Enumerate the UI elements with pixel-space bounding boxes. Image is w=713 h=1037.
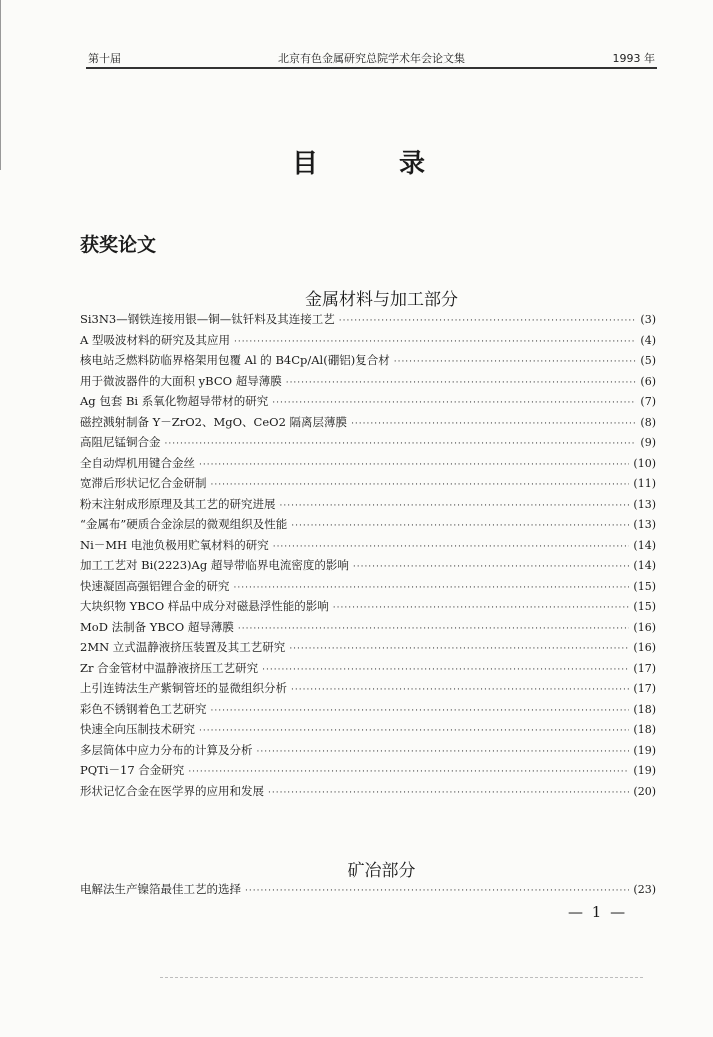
toc-list-mining (80, 881, 656, 902)
toc-entry[interactable] (80, 496, 656, 517)
toc-entry-page: (17) (633, 661, 656, 675)
toc-entry-page: (10) (633, 456, 656, 470)
toc-entry-title: 快速全向压制技术研究 (80, 722, 195, 736)
toc-list-metals (80, 311, 656, 803)
toc-entry-page: (16) (633, 641, 656, 654)
toc-entry-title: Ni－MH 电池负极用贮氧材料的研究 (80, 537, 269, 552)
toc-entry-page: (14) (633, 538, 656, 552)
toc-leader-dots (211, 480, 630, 490)
toc-leader-dots (351, 419, 636, 429)
toc-leader-dots (238, 624, 630, 634)
toc-entry[interactable] (80, 373, 656, 394)
toc-entry-page: (4) (640, 333, 656, 347)
section-title-mining: 矿冶部分 (347, 861, 416, 881)
toc-entry[interactable] (80, 762, 656, 783)
toc-entry-page: (17) (633, 682, 656, 695)
toc-leader-dots (272, 398, 636, 408)
toc-entry-title: 2MN 立式温静液挤压装置及其工艺研究 (80, 640, 286, 654)
scan-artifact-line (160, 977, 643, 978)
toc-entry[interactable] (80, 619, 656, 640)
toc-leader-dots (165, 439, 637, 449)
toc-entry[interactable] (80, 598, 656, 619)
toc-leader-dots (339, 316, 637, 326)
toc-leader-dots (245, 886, 629, 896)
header-proceedings-title: 北京有色金属研究总院学术年会论文集 (278, 52, 465, 65)
toc-entry-title: Ag 包套 Bi 系氧化物超导带材的研究 (80, 394, 269, 408)
toc-entry-page: (13) (633, 497, 656, 511)
toc-entry[interactable] (80, 434, 656, 455)
toc-leader-dots (291, 521, 629, 531)
toc-entry[interactable] (80, 881, 656, 902)
toc-leader-dots (268, 788, 629, 798)
page-number: — 1 — (568, 903, 628, 921)
toc-entry[interactable] (80, 578, 656, 599)
toc-entry-title: 核电站乏燃料防临界格架用包覆 Al 的 B4Cp/Al(硼铝)复合材 (80, 353, 390, 367)
toc-entry-title: 快速凝固高强铝锂合金的研究 (80, 578, 230, 593)
toc-entry[interactable] (80, 783, 656, 804)
toc-entry[interactable] (80, 475, 656, 496)
toc-entry-title: 形状记忆合金在医学界的应用和发展 (80, 783, 264, 798)
toc-leader-dots (273, 542, 630, 552)
toc-entry-page: (3) (640, 313, 656, 326)
toc-entry[interactable] (80, 352, 656, 373)
toc-entry-title: 用于微波器件的大面积 yBCO 超导薄膜 (80, 373, 282, 388)
toc-entry-title: 高阻尼锰铜合金 (80, 435, 161, 449)
toc-entry-page: (15) (633, 579, 656, 593)
toc-leader-dots (188, 767, 629, 777)
toc-entry-title: Si3N3—钢铁连接用银—铜—钛钎料及其连接工艺 (80, 312, 335, 326)
toc-leader-dots (333, 603, 630, 613)
toc-entry[interactable] (80, 516, 656, 537)
toc-leader-dots (289, 644, 629, 654)
toc-leader-dots (262, 665, 629, 675)
toc-leader-dots (199, 726, 629, 736)
toc-leader-dots (234, 583, 630, 593)
toc-entry-page: (16) (633, 620, 656, 634)
toc-entry[interactable] (80, 455, 656, 476)
toc-entry[interactable] (80, 680, 656, 701)
toc-entry-title: 加工工艺对 Bi(2223)Ag 超导带临界电流密度的影响 (80, 558, 349, 572)
toc-entry[interactable] (80, 721, 656, 742)
toc-leader-dots (257, 747, 630, 757)
toc-entry-title: 多层筒体中应力分布的计算及分析 (80, 742, 253, 757)
section-title-metals: 金属材料与加工部分 (305, 290, 458, 310)
toc-entry-page: (7) (640, 395, 656, 408)
toc-entry-title: 磁控溅射制备 Y－ZrO2、MgO、CeO2 隔离层薄膜 (80, 414, 348, 429)
toc-entry-title: A 型吸波材料的研究及其应用 (80, 332, 230, 347)
toc-entry-title: 彩色不锈钢着色工艺研究 (80, 701, 207, 716)
toc-entry[interactable] (80, 742, 656, 763)
toc-entry-page: (14) (633, 559, 656, 572)
toc-entry-page: (9) (640, 436, 656, 449)
page-title: 目 录 (291, 149, 462, 179)
toc-entry-page: (18) (633, 702, 656, 716)
toc-entry-page: (11) (633, 477, 656, 490)
toc-entry-title: 上引连铸法生产紫铜管坯的显微组织分析 (80, 681, 287, 695)
header-rule (86, 67, 657, 69)
toc-entry[interactable] (80, 537, 656, 558)
toc-entry-page: (18) (633, 723, 656, 736)
toc-entry-title: MoD 法制备 YBCO 超导薄膜 (80, 619, 234, 634)
toc-entry[interactable] (80, 414, 656, 435)
toc-entry-title: 大块织物 YBCO 样品中成分对磁悬浮性能的影响 (80, 599, 329, 613)
toc-entry-page: (8) (640, 415, 656, 429)
toc-entry-page: (23) (633, 883, 656, 896)
toc-leader-dots (199, 460, 629, 470)
toc-leader-dots (211, 706, 630, 716)
toc-entry-title: PQTi－17 合金研究 (80, 763, 185, 777)
toc-entry-page: (15) (633, 600, 656, 613)
toc-entry-page: (19) (633, 764, 656, 777)
toc-entry[interactable] (80, 660, 656, 681)
toc-entry-title: “金属布”硬质合金涂层的微观组织及性能 (80, 517, 288, 531)
toc-entry-title: 全自动焊机用键合金丝 (80, 455, 195, 470)
toc-leader-dots (234, 337, 636, 347)
toc-entry-title: 电解法生产镍箔最佳工艺的选择 (80, 882, 241, 896)
toc-entry[interactable] (80, 639, 656, 660)
toc-entry-title: Zr 合金管材中温静液挤压工艺研究 (80, 660, 259, 675)
toc-entry-title: 粉末注射成形原理及其工艺的研究进展 (80, 496, 276, 511)
header-year: 1993 年 (612, 52, 655, 65)
toc-entry[interactable] (80, 332, 656, 353)
toc-entry-page: (5) (640, 354, 656, 367)
toc-entry[interactable] (80, 701, 656, 722)
award-heading: 获奖论文 (80, 234, 157, 256)
toc-entry-page: (20) (633, 784, 656, 798)
toc-entry[interactable] (80, 311, 656, 332)
toc-leader-dots (280, 501, 630, 511)
toc-entry[interactable] (80, 393, 656, 414)
toc-entry-page: (19) (633, 743, 656, 757)
toc-entry-title: 宽滞后形状记忆合金研制 (80, 476, 207, 490)
toc-entry-page: (13) (633, 518, 656, 531)
toc-leader-dots (353, 562, 630, 572)
header-edition: 第十届 (88, 52, 121, 65)
toc-entry-page: (6) (640, 374, 656, 388)
toc-leader-dots (394, 357, 637, 367)
toc-entry[interactable] (80, 557, 656, 578)
toc-leader-dots (286, 378, 637, 388)
toc-leader-dots (291, 685, 629, 695)
